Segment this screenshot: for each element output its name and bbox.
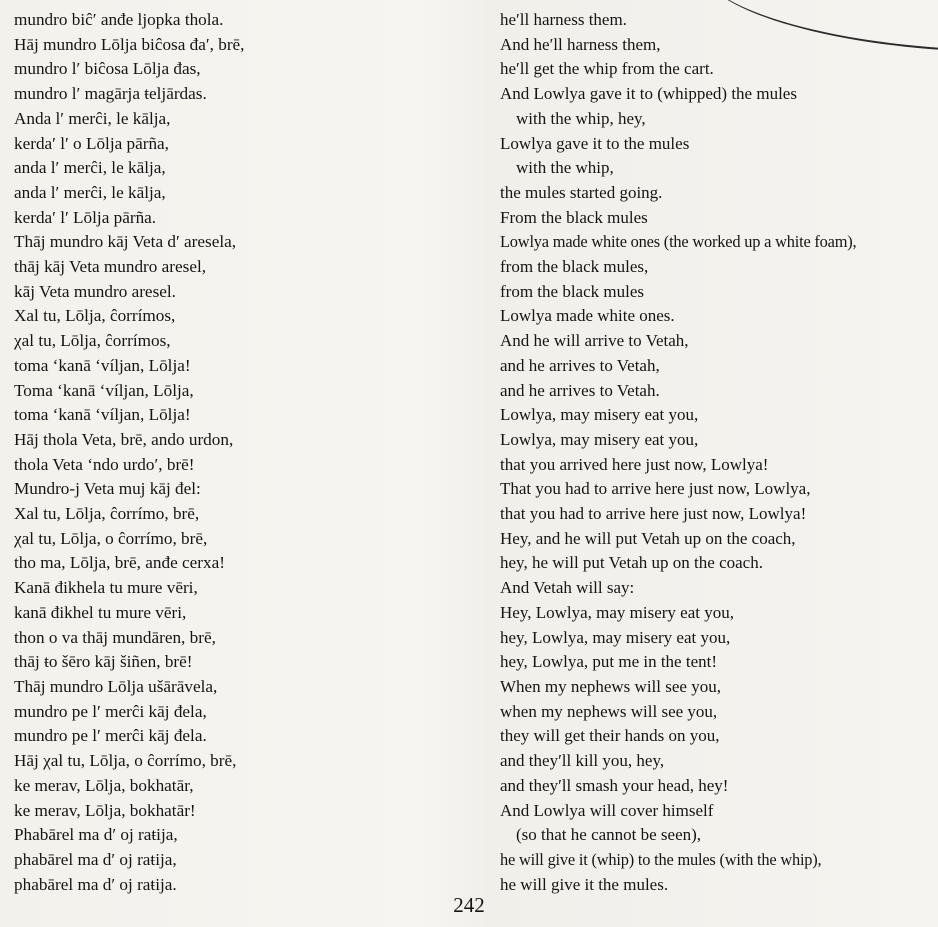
translation-verse-line: from the black mules, — [500, 257, 649, 277]
romani-verse-line: kāj Veta mundro aresel. — [14, 281, 176, 301]
romani-verse-line: mundro l′ biĉosa Lōlja đas, — [14, 59, 201, 79]
translation-verse-line: And Vetah will say: — [500, 578, 635, 598]
translation-verse-line: Lowlya, may misery eat you, — [500, 429, 699, 449]
romani-verse-line: tho ma, Lōlja, brē, anđe cerxa! — [14, 553, 225, 573]
translation-verse-line: Lowlya, may misery eat you, — [500, 405, 699, 425]
english-translation-column — [500, 8, 936, 897]
translation-verse-line: Lowlya gave it to the mules — [500, 133, 690, 153]
translation-verse-line: with the whip, hey, — [516, 108, 646, 128]
romani-verse-line: anda l′ merĉi, le kālja, — [14, 158, 166, 178]
page-number: 242 — [453, 893, 485, 917]
translation-verse-line: that you had to arrive here just now, Lowlya! — [500, 504, 807, 524]
translation-verse-line: Hey, and he will put Vetah up on the coach, — [500, 528, 796, 548]
romani-verse-line: Mundro-j Veta muj kāj đel: — [14, 479, 201, 499]
translation-verse-line: and they′ll smash your head, hey! — [500, 775, 729, 795]
romani-verse-line: Anda l′ merĉi, le kālja, — [14, 108, 171, 128]
romani-verse-line: Xal tu, Lōlja, ĉorrímos, — [14, 306, 176, 326]
translation-verse-line: Lowlya made white ones (the worked up a white foam), — [500, 232, 857, 252]
translation-verse-line: and they′ll kill you, hey, — [500, 751, 665, 771]
translation-verse-line: that you arrived here just now, Lowlya! — [500, 454, 769, 474]
romani-verse-line: toma ‘kanā ‘víljan, Lōlja! — [14, 355, 191, 375]
translation-verse-line: That you had to arrive here just now, Lowlya, — [500, 479, 811, 499]
romani-verse-line: Toma ‘kanā ‘víljan, Lōlja, — [14, 380, 194, 400]
romani-verse-line: Phabārel ma d′ oj raŧija, — [14, 825, 178, 845]
translation-verse-line: when my nephews will see you, — [500, 701, 718, 721]
romani-verse-line: mundro pe l′ merĉi kāj đela. — [14, 726, 207, 746]
romani-verse-line: Hāj χal tu, Lōlja, o ĉorrímo, brē, — [14, 751, 237, 771]
translation-verse-line: and he arrives to Vetah. — [500, 380, 660, 400]
romani-text-column — [14, 8, 484, 897]
translation-verse-line: And he will arrive to Vetah, — [500, 331, 689, 351]
translation-verse-line: When my nephews will see you, — [500, 676, 721, 696]
romani-verse-line: mundro pe l′ merĉi kāj đela, — [14, 701, 207, 721]
romani-verse-line: kanā đikhel tu mure vēri, — [14, 602, 187, 622]
romani-verse-line: Thāj mundro Lōlja ušārāvela, — [14, 676, 218, 696]
translation-verse-line: (so that he cannot be seen), — [516, 825, 702, 845]
romani-verse-line: mundro l′ magārja ŧeljārdas. — [14, 84, 207, 104]
romani-verse-line: toma ‘kanā ‘víljan, Lōlja! — [14, 405, 191, 425]
romani-verse-line: anda l′ merĉi, le kālja, — [14, 182, 166, 202]
translation-verse-line: and he arrives to Vetah, — [500, 355, 660, 375]
translation-verse-line: hey, Lowlya, put me in the tent! — [500, 652, 718, 672]
translation-verse-line: hey, Lowlya, may misery eat you, — [500, 627, 731, 647]
translation-verse-line: from the black mules — [500, 281, 644, 301]
romani-verse-line: phabārel ma d′ oj raŧija, — [14, 849, 177, 869]
translation-verse-line: Hey, Lowlya, may misery eat you, — [500, 602, 734, 622]
translation-verse-line: he will give it (whip) to the mules (with the whip), — [500, 849, 822, 869]
translation-verse-line: he will give it the mules. — [500, 874, 669, 894]
romani-verse-line: Kanā đikhela tu mure vēri, — [14, 578, 198, 598]
romani-verse-line: kerda′ l′ o Lōlja pārña, — [14, 133, 169, 153]
romani-verse-line: χal tu, Lōlja, ĉorrímos, — [14, 331, 171, 351]
romani-verse-line: thola Veta ‘ndo urdo′, brē! — [14, 454, 195, 474]
romani-verse-line: thāj kāj Veta mundro aresel, — [14, 257, 207, 277]
romani-verse-line: ke merav, Lōlja, bokhatār! — [14, 800, 196, 820]
romani-verse-line: Hāj thola Veta, brē, ando urdon, — [14, 429, 234, 449]
translation-verse-line: he′ll harness them. — [500, 10, 627, 29]
romani-verse-line: phabārel ma d′ oj raŧija. — [14, 874, 177, 894]
romani-verse-line: Hāj mundro Lōlja biĉosa đa′, brē, — [14, 34, 245, 54]
translation-verse-line: the mules started going. — [500, 182, 663, 202]
romani-verse-line: mundro biĉ′ anđe ljopka thola. — [14, 10, 224, 29]
translation-verse-line: From the black mules — [500, 207, 648, 227]
romani-verse-line: χal tu, Lōlja, o ĉorrímo, brē, — [14, 528, 208, 548]
translation-verse-line: they will get their hands on you, — [500, 726, 720, 746]
translation-verse-line: with the whip, — [516, 158, 614, 178]
translation-verse-line: And Lowlya gave it to (whipped) the mules — [500, 84, 797, 104]
romani-verse-line: Thāj mundro kāj Veta d′ aresela, — [14, 232, 237, 252]
translation-verse-line: Lowlya made white ones. — [500, 306, 675, 326]
romani-verse-line: ke merav, Lōlja, bokhatār, — [14, 775, 194, 795]
translation-verse-line: And he′ll harness them, — [500, 34, 661, 54]
translation-verse-line: he′ll get the whip from the cart. — [500, 59, 714, 79]
translation-verse-line: hey, he will put Vetah up on the coach. — [500, 553, 763, 573]
translation-verse-line: And Lowlya will cover himself — [500, 800, 714, 820]
romani-verse-line: Xal tu, Lōlja, ĉorrímo, brē, — [14, 504, 200, 524]
romani-verse-line: thon o va thāj mundāren, brē, — [14, 627, 216, 647]
romani-verse-line: kerda′ l′ Lōlja pārña. — [14, 207, 157, 227]
romani-verse-line: thāj ŧo šēro kāj šiñen, brē! — [14, 652, 193, 672]
